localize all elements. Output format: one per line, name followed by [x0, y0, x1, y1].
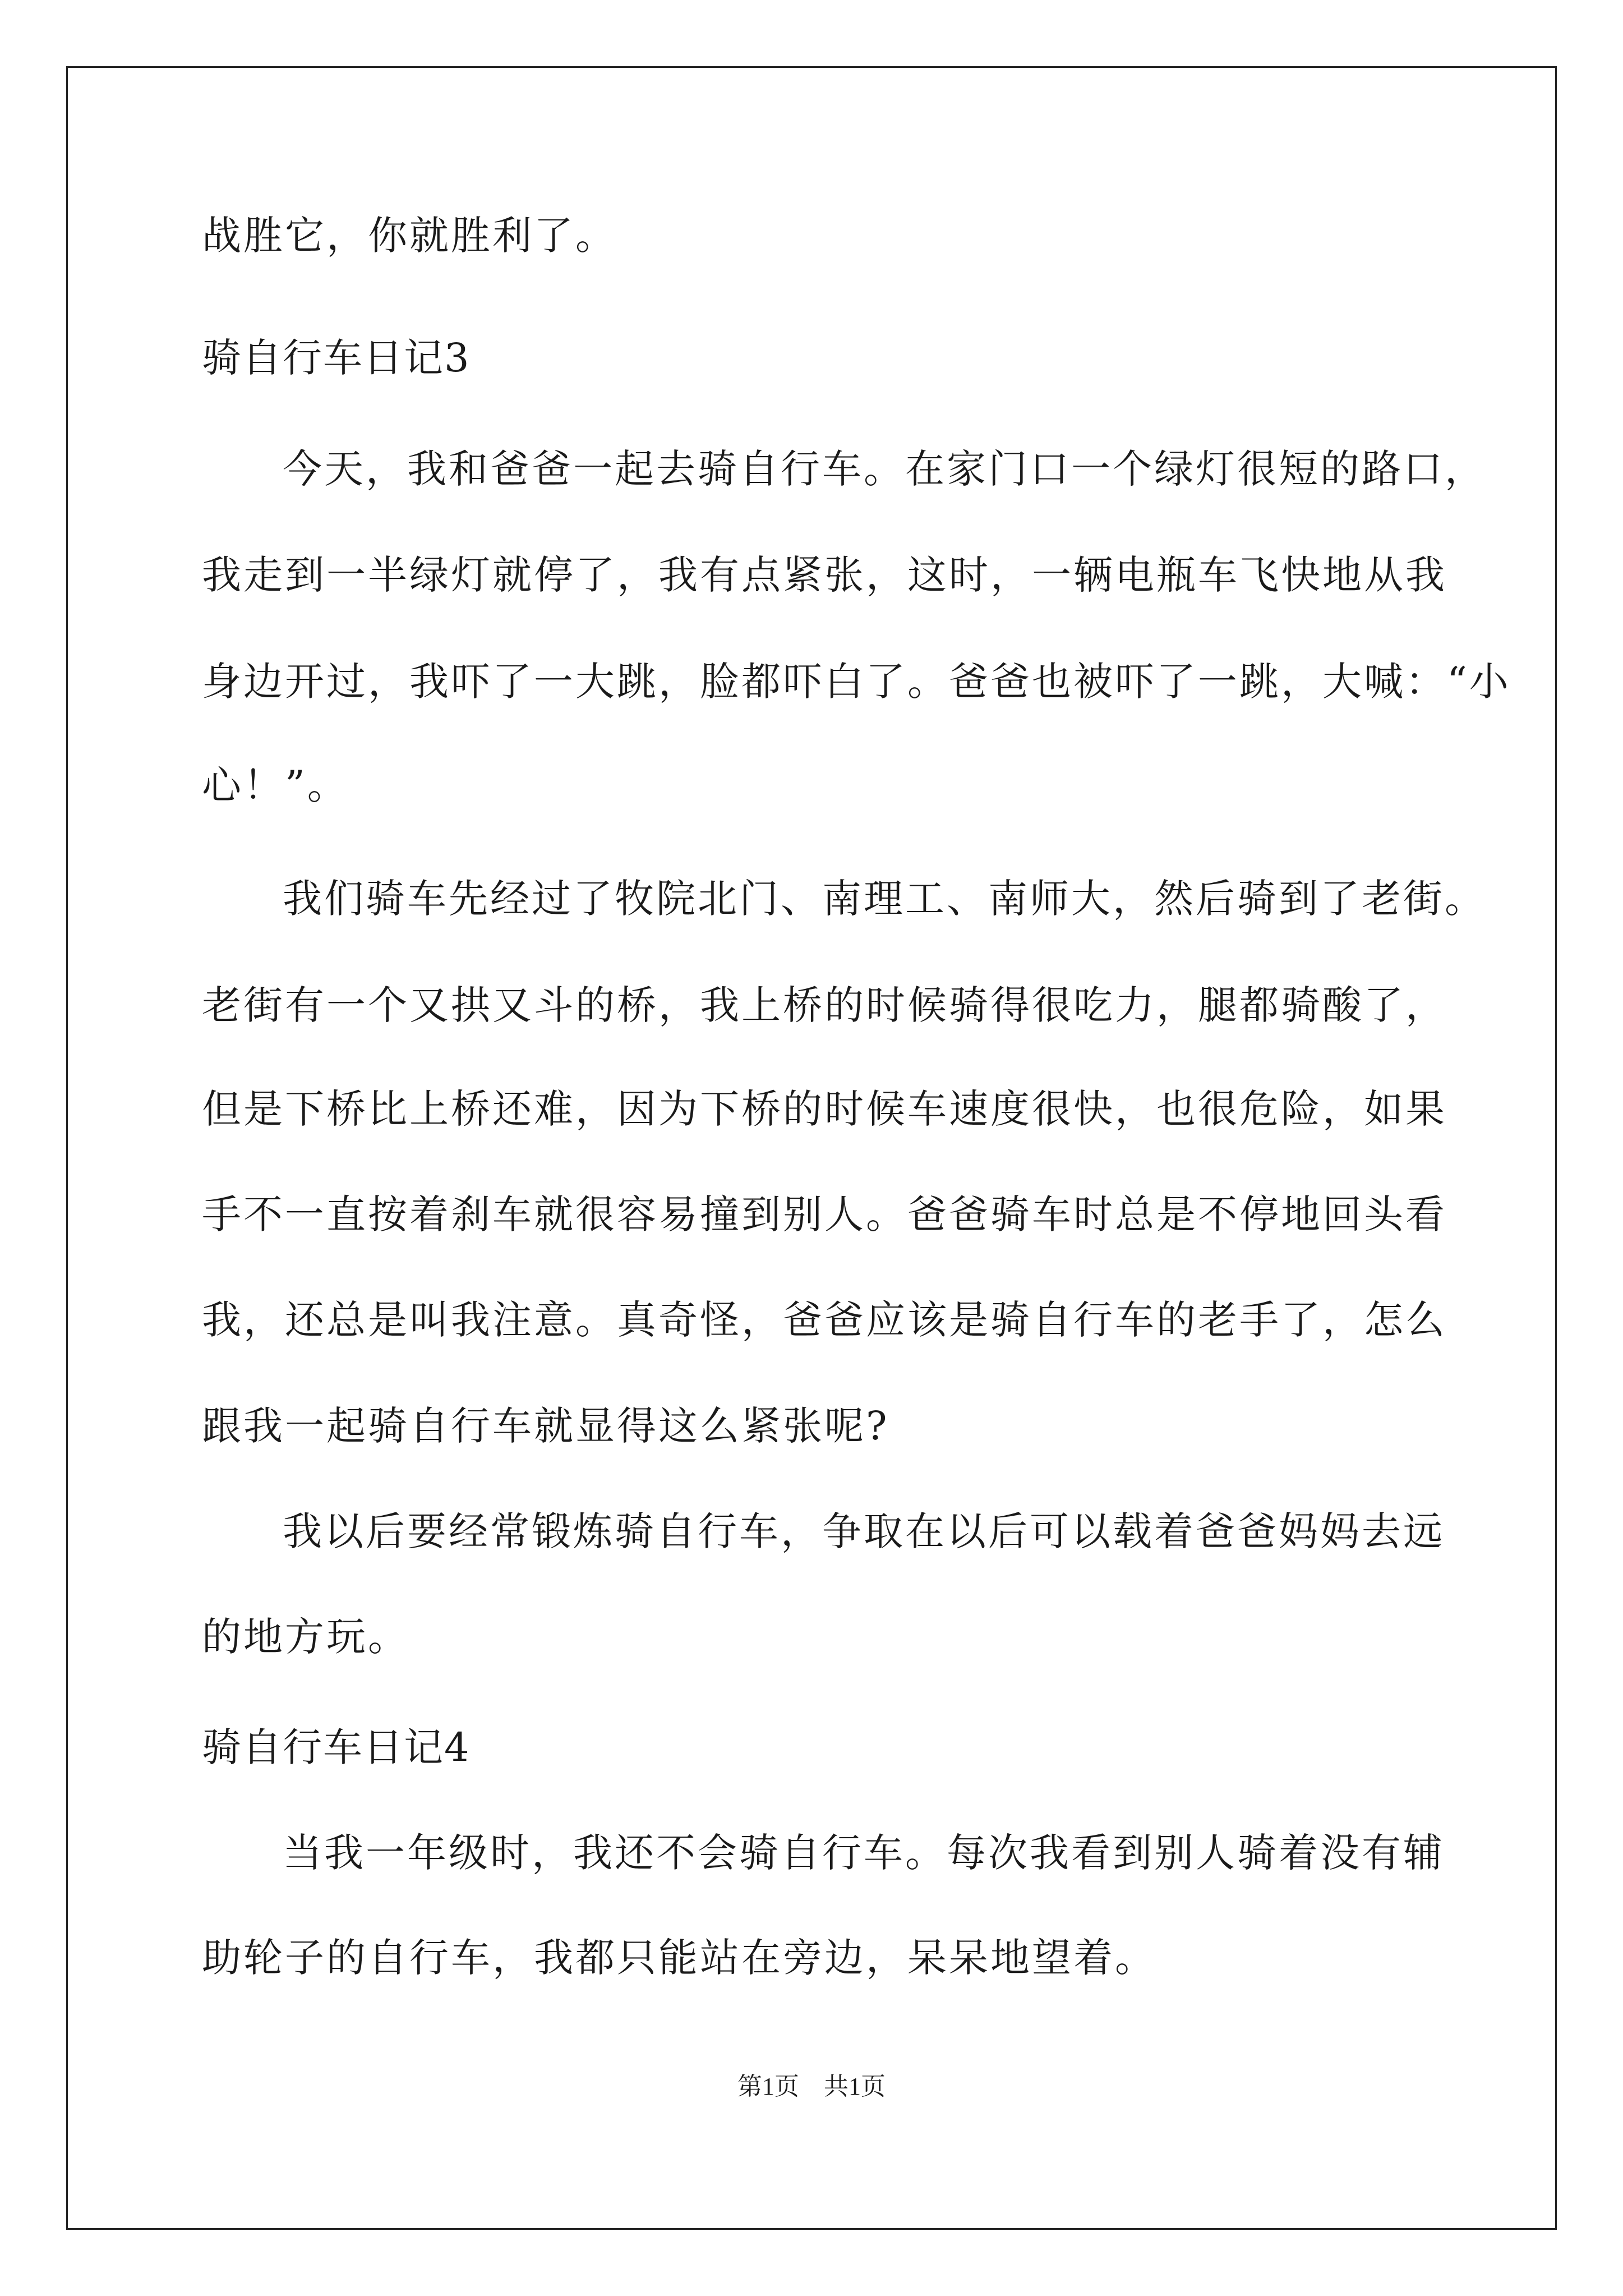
paragraph-line: 助轮子的自行车，我都只能站在旁边，呆呆地望着。 — [202, 1935, 1156, 1981]
paragraph-line: 战胜它，你就胜利了。 — [202, 213, 617, 259]
paragraph-line: 但是下桥比上桥还难，因为下桥的时候车速度很快，也很危险，如果 — [202, 1086, 1447, 1132]
paragraph-line: 我，还总是叫我注意。真奇怪，爸爸应该是骑自行车的老手了，怎么 — [202, 1297, 1447, 1343]
page-number: 第1页 共1页 — [737, 2073, 886, 2100]
paragraph-line: 的地方玩。 — [202, 1614, 409, 1660]
page-border — [66, 66, 1557, 2230]
section-heading: 骑自行车日记3 — [202, 335, 471, 381]
paragraph-line: 我以后要经常锻炼骑自行车，争取在以后可以载着爸爸妈妈去远 — [283, 1508, 1445, 1554]
paragraph-line: 老街有一个又拱又斗的桥，我上桥的时候骑得很吃力，腿都骑酸了， — [202, 982, 1447, 1028]
paragraph-line: 我走到一半绿灯就停了，我有点紧张，这时，一辆电瓶车飞快地从我 — [202, 552, 1447, 598]
paragraph-line: 跟我一起骑自行车就显得这么紧张呢? — [202, 1403, 889, 1449]
paragraph-line: 当我一年级时，我还不会骑自行车。每次我看到别人骑着没有辅 — [283, 1830, 1445, 1876]
paragraph-line: 身边开过，我吓了一大跳，脸都吓白了。爸爸也被吓了一跳，大喊：“小 — [202, 659, 1511, 705]
paragraph-line: 今天，我和爸爸一起去骑自行车。在家门口一个绿灯很短的路口， — [283, 446, 1486, 492]
paragraph-line: 手不一直按着刹车就很容易撞到别人。爸爸骑车时总是不停地回头看 — [202, 1191, 1447, 1237]
section-heading: 骑自行车日记4 — [202, 1724, 471, 1770]
paragraph-line: 心！”。 — [202, 762, 349, 808]
paragraph-line: 我们骑车先经过了牧院北门、南理工、南师大，然后骑到了老街。 — [283, 876, 1486, 922]
